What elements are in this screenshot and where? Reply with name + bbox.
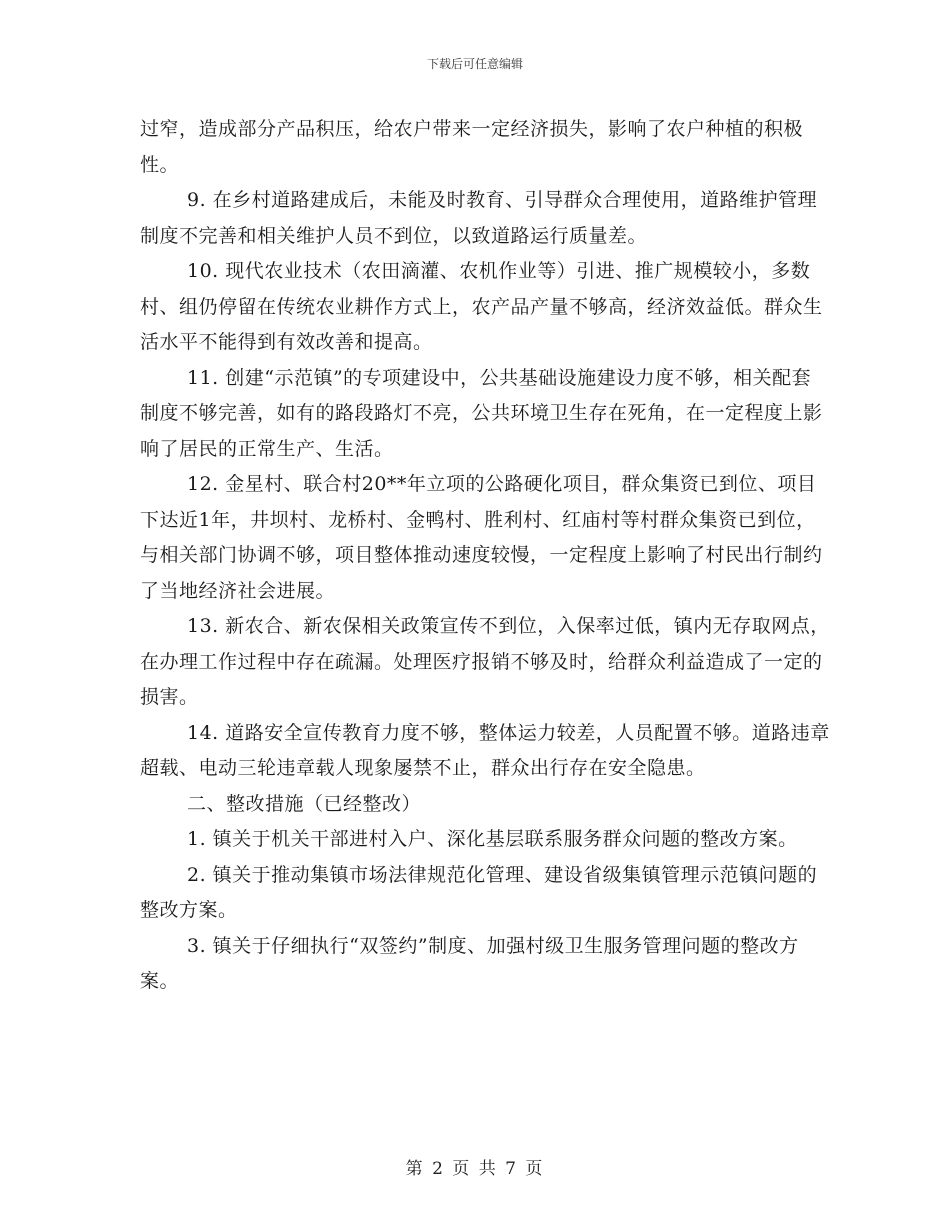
paragraph: 1. 镇关于机关干部进村入户、深化基层联系服务群众问题的整改方案。 (187, 828, 798, 850)
paragraph: 12. 金星村、联合村20**年立项的公路硬化项目，群众集资已到位、项目下达近1年，井坝村、龙桥村、金鸭村、胜利村、红庙村等村群众集资已到位，与相关部门协调不够，项目整体推动速度较慢，一定程度上影响了村民出行制约了当地经济社会进展。 (140, 473, 823, 602)
paragraph: 3. 镇关于仔细执行“双签约”制度、加强村级卫生服务管理问题的整改方案。 (140, 934, 799, 992)
paragraph: 11. 创建“示范镇”的专项建设中，公共基础设施建设力度不够，相关配套制度不够完善，如有的路段路灯不亮，公共环境卫生存在死角，在一定程度上影响了居民的正常生产、生活。 (140, 366, 823, 460)
paragraph: 9. 在乡村道路建成后，未能及时教育、引导群众合理使用，道路维护管理制度不完善和相关维护人员不到位，以致道路运行质量差。 (140, 189, 818, 247)
paragraph: 过窄，造成部分产品积压，给农户带来一定经济损失，影响了农户种植的积极性。 (140, 118, 804, 176)
page-number: 第 2 页 共 7 页 (405, 1159, 545, 1179)
paragraph: 13. 新农合、新农保相关政策宣传不到位，入保率过低，镇内无存取网点，在办理工作过程中存在疏漏。处理医疗报销不够及时，给群众利益造成了一定的损害。 (140, 615, 830, 708)
page-header: 下载后可任意编辑 (426, 57, 523, 71)
document-body (140, 112, 830, 1000)
paragraph: 10. 现代农业技术（农田滴灌、农机作业等）引进、推广规模较小，多数村、组仍停留在传统农业耕作方式上，农产品产量不够高，经济效益低。群众生活水平不能得到有效改善和提高。 (140, 260, 823, 353)
section-heading: 二、整改措施（已经整改） (187, 792, 422, 815)
paragraph: 14. 道路安全宣传教育力度不够，整体运力较差，人员配置不够。道路违章超载、电动三轮违章载人现象屡禁不止，群众出行存在安全隐患。 (140, 721, 830, 779)
paragraph: 2. 镇关于推动集镇市场法律规范化管理、建设省级集镇管理示范镇问题的整改方案。 (140, 863, 818, 921)
